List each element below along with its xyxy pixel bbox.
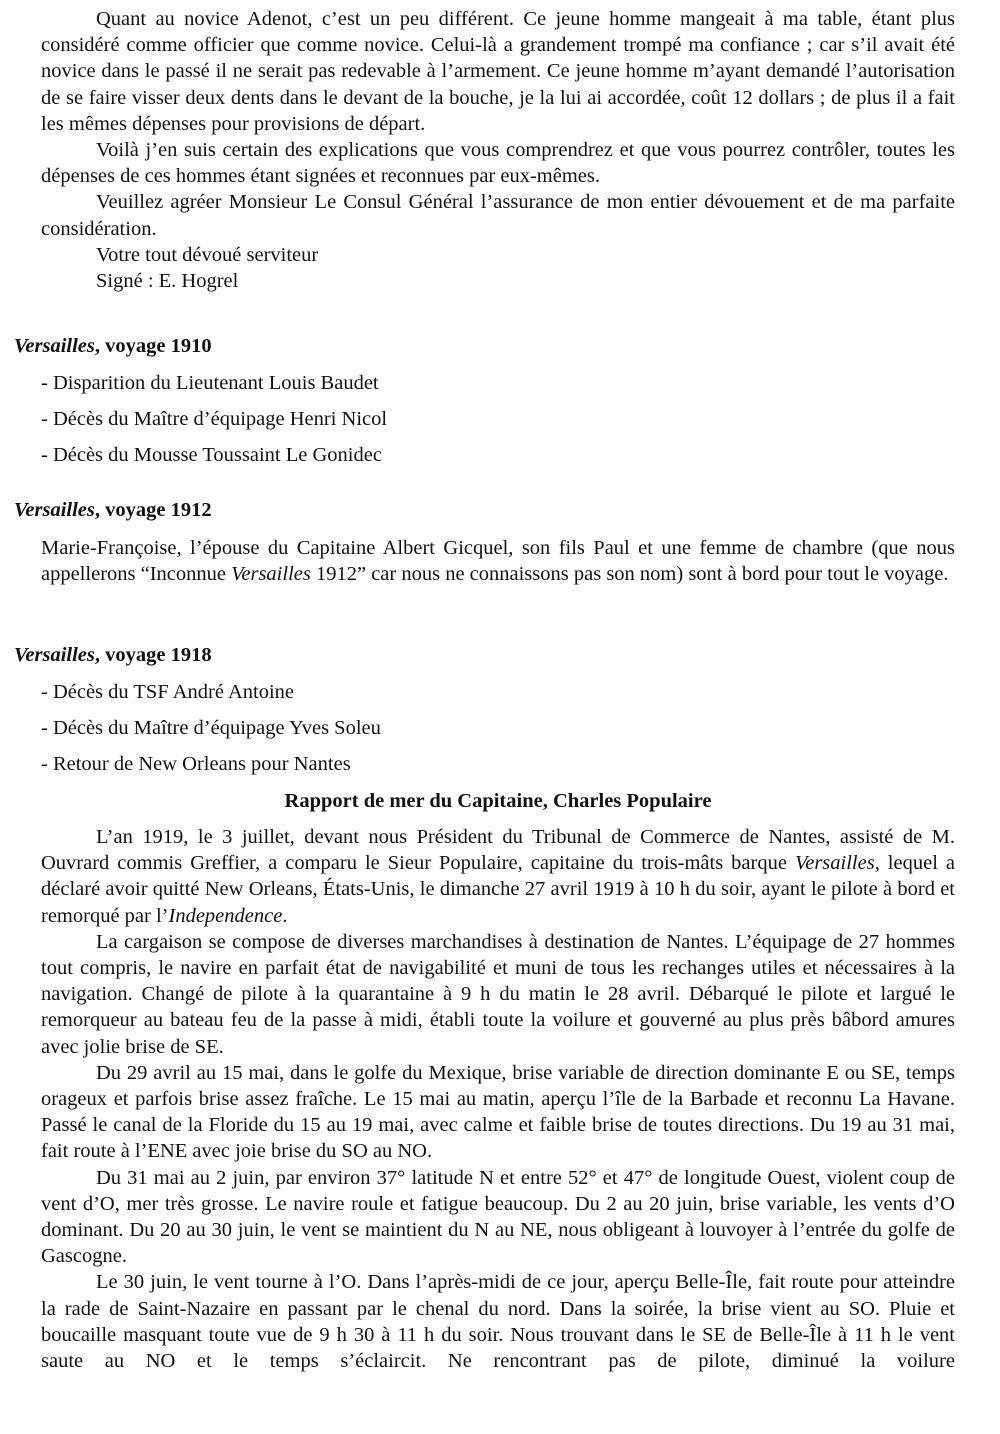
heading-voyage-1918 xyxy=(14,642,212,668)
text-segment: Marie-Françoise, l’épouse du Capitaine Albert Gicquel, son fils Paul et une femme de chambre (que nous appellerons “Inconnue xyxy=(41,537,955,586)
voyage-1912-section xyxy=(41,535,955,587)
heading-ship-name: Versailles xyxy=(14,644,95,666)
heading-voyage-1910 xyxy=(14,333,212,359)
letter-paragraph-adenot: Quant au novice Adenot, c’est un peu différent. Ce jeune homme mangeait à ma table, étant plus considéré comme officier que comme novice. Celui-là a grandement trompé ma confiance ; car s’il avait été novice dans le passé il ne serait pas redevable à l’armement. Ce jeune homme m’ayant demandé l’autorisation de se faire visser deux dents dans le devant de la bouche, je la lui ai accordée, coût 12 dollars ; de plus il a fait les mêmes dépenses pour provisions de départ. xyxy=(41,8,955,135)
list-item: - Décès du Mousse Toussaint Le Gonidec xyxy=(41,444,382,466)
heading-voyage-label: , voyage 1918 xyxy=(94,644,212,666)
heading-ship-name: Versailles xyxy=(14,335,95,357)
letter-section xyxy=(41,6,955,294)
list-item: - Retour de New Orleans pour Nantes xyxy=(41,753,351,775)
report-title: Rapport de mer du Capitaine, Charles Populaire xyxy=(284,790,712,812)
voyage-1912-paragraph xyxy=(41,535,955,587)
letter-signature: Signé : E. Hogrel xyxy=(96,270,239,293)
report-paragraph-1 xyxy=(41,824,955,929)
letter-paragraph-salutation: Veuillez agréer Monsieur Le Consul Général l’assurance de mon entier dévouement et de ma parfaite considération. xyxy=(41,191,955,240)
text-segment: 1912” car nous ne connaissons pas son nom) sont à bord pour tout le voyage. xyxy=(310,563,949,586)
heading-ship-name: Versailles xyxy=(14,499,95,521)
text-segment: . xyxy=(282,904,288,927)
tugboat-name-italic: Independence xyxy=(168,904,283,927)
heading-voyage-label: , voyage 1912 xyxy=(94,499,212,521)
ship-name-italic: Versailles xyxy=(794,852,875,875)
text-segment: L’an 1919, le 3 juillet, devant nous Président du Tribunal de Commerce de Nantes, assisté de M. Ouvrard commis Greffier, a comparu le Sieur Populaire, capitaine du trois-mâts barque xyxy=(41,826,955,875)
report-section xyxy=(41,824,955,1374)
list-item: - Décès du TSF André Antoine xyxy=(41,681,294,703)
report-paragraph-2: La cargaison se compose de diverses marchandises à destination de Nantes. L’équipage de 27 hommes tout compris, le navire en parfait état de navigabilité et muni de tous les rechanges utiles et nécessaires à la navigation. Changé de pilote à la quarantaine à 9 h du matin le 28 avril. Débarqué le pilote et largué le remorqueur au bateau feu de la passe à midi, établi toute la voilure et gouverné au plus près bâbord amures avec jolie brise de SE. xyxy=(41,930,955,1058)
list-item: - Décès du Maître d’équipage Henri Nicol xyxy=(41,408,388,430)
heading-voyage-label: , voyage 1910 xyxy=(94,335,212,357)
ship-name-italic: Versailles xyxy=(231,563,311,586)
letter-paragraph-explications: Voilà j’en suis certain des explications que vous comprendrez et que vous pourrez contrôler, toutes les dépenses de ces hommes étant signées et reconnues par eux-mêmes. xyxy=(41,139,955,188)
report-paragraph-3: Du 29 avril au 15 mai, dans le golfe du Mexique, brise variable de direction dominante E ou SE, temps orageux et parfois brise assez fraîche. Le 15 mai au matin, aperçu l’île de la Barbade et reconnu La Havane. Passé le canal de la Floride du 15 au 19 mai, avec calme et faible brise de toutes directions. Du 19 au 31 mai, fait route à l’ENE avec joie brise du SO au NO. xyxy=(41,1061,955,1163)
report-paragraph-4: Du 31 mai au 2 juin, par environ 37° latitude N et entre 52° et 47° de longitude Ouest, violent coup de vent d’O, mer très grosse. Le navire roule et fatigue beaucoup. Du 2 au 20 juin, brise variable, les vents d’O dominant. Du 20 au 30 juin, le vent se maintient du N au NE, nous obligeant à louvoyer à l’entrée du golfe de Gascogne. xyxy=(41,1166,955,1268)
heading-voyage-1912 xyxy=(14,497,212,523)
letter-closing: Votre tout dévoué serviteur xyxy=(96,243,319,266)
report-paragraph-5: Le 30 juin, le vent tourne à l’O. Dans l’après-midi de ce jour, aperçu Belle-Île, fait route pour atteindre la rade de Saint-Nazaire en passant par le chenal du nord. Dans la soirée, la brise vient au SO. Pluie et boucaille masquant toute vue de 9 h 30 à 11 h du soir. Nous trouvant dans le SE de Belle-Île à 11 h le vent saute au NO et le temps s’éclaircit. Ne rencontrant pas de pilote, diminué la voilure xyxy=(41,1271,955,1373)
list-item: - Disparition du Lieutenant Louis Baudet xyxy=(41,372,379,394)
text-segment: , lequel a déclaré avoir quitté New Orleans, États-Unis, le dimanche 27 avril 1919 à 10 h du soir, ayant le pilote à bord et remorqué par l’ xyxy=(41,852,955,927)
list-item: - Décès du Maître d’équipage Yves Soleu xyxy=(41,717,381,739)
